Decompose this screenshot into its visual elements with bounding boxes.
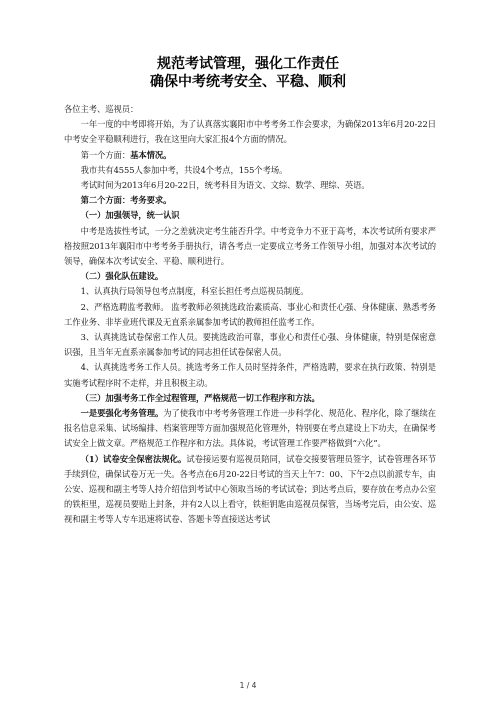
document-title-line-1: 规范考试管理，强化工作责任 [157,56,339,72]
subsection-3-paragraph [64,406,436,452]
list-item-3: 3、认真挑选试卷保密工作人员。要挑选政治可靠，事业心和责任心强、身体健康，特别是保密意识强，且当年无直系亲属参加考试的同志担任试卷保密人员。 [64,332,436,358]
subsection-3-text: 为了使我市中考考务管理工作进一步科学化、规范化、程序化，除了继续在报名信息采集、试场编排、档案管理等方面加强规范化管理外，特别要在考点建设上下功夫，在确保考试安全上做文章。严格规范工作程序和方法。具体说，考试管理工作要严格做到“六化”。 [64,408,436,449]
intro-paragraph: 一年一度的中考即将开始，为了认真落实襄阳市中考考务工作会要求，为确保2013年6月20-22日中考安全平稳顺利进行，我在这里向大家汇报4个方面的情况。 [64,119,436,145]
section-2-lead: 第二个方面： [80,195,131,206]
subheading-4: （1）试卷安全保密法规化。 [80,453,187,464]
section-1-paragraph-2: 考试时间为2013年6月20-22日，统考科目为语文、文综、数学、理综、英语。 [80,180,370,191]
list-item-1: 1、认真执行局领导包考点制度，科室长担任考点巡视员制度。 [80,286,309,297]
section-1-paragraph-1: 我市共有4555人参加中考，共设4个考点，155个考场。 [80,164,288,175]
greeting: 各位主考、巡视员： [64,104,139,114]
section-1-lead: 第一个方面： [80,149,131,160]
section-2-title: 考务要求。 [130,195,172,206]
section-1-title: 基本情况。 [130,149,172,160]
document-title-line-2: 确保中考统考安全、平稳、顺利 [150,74,346,90]
subheading-1: （一）加强领导，统一认识 [80,210,180,221]
section-1-heading [64,148,436,163]
subsection-4-text: 试卷接运要有巡视员陪同，试卷交接要管理员签字，试卷管理各环节手续到位，确保试卷万无一失。各考点在6月20-22日考试的当天上午7：00、下午2点以前派专车，由公安、巡视和副主考等人持介绍信到考试中心领取当场的考试试卷；到达考点后，要存放在考点办公室的铁柜里，巡视员要贴上封条，并有2人以上看守，铁柜钥匙由巡视员保管，当场考完后，由公安、巡视和副主考等人专车迅速将试卷、答题卡等直接送达考试 [64,453,436,525]
document-body [64,102,436,528]
list-item-2: 2、严格选聘监考教师。 监考教师必须挑选政治素质高、事业心和责任心强、身体健康、熟悉考务工作业务、非毕业班代课及无直系亲属参加考试的教师担任监考工作。 [64,301,436,327]
subheading-2: （二）强化队伍建设。 [80,271,164,282]
subsection-3-lead: 一是要强化考务管理。 [80,408,164,419]
subsection-4-paragraph [64,452,436,528]
subheading-3: （三）加强考务工作全过程管理，严格规范一切工作程序和方法。 [80,392,320,403]
subsection-1-paragraph: 中考是选拔性考试，一分之差就决定考生能否升学。中考竞争力不亚于高考，本次考试所有要求严格按照2013年襄阳市中考考务手册执行，请各考点一定要成立考务工作领导小组，加强对本次考试的领导，确保本次考试安全、平稳、顺利进行。 [64,225,436,267]
section-2-heading [64,193,436,208]
page-number: 1 / 4 [239,681,257,690]
list-item-4: 4、认真挑选考务工作人员。挑选考务工作人员时坚持条件，严格选聘，要求在执行政策、特别是实施考试程序时不走样，并且积极主动。 [64,362,436,388]
